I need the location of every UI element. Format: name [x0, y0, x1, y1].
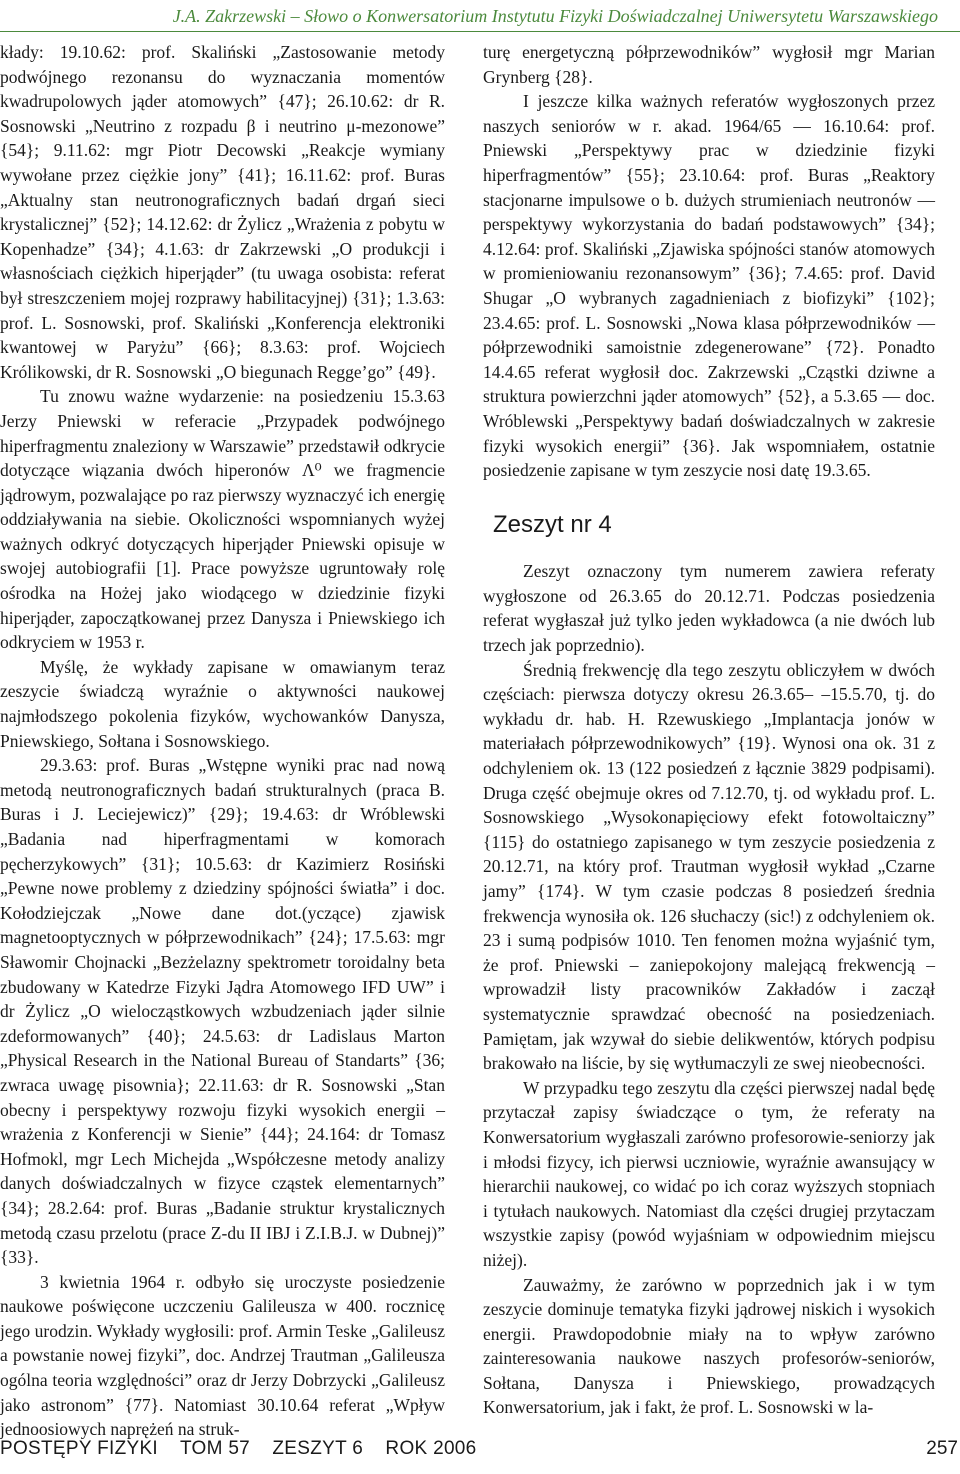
paragraph: Zeszyt oznaczony tym numerem zawiera referaty wygłoszone od 26.3.65 do 20.12.71. Podczas posiedzenia referat wygłaszał już tylko jeden wykładowca (a nie dwóch lub trzech jak poprzednio).: [483, 561, 935, 656]
left-column: [0, 40, 445, 1442]
paragraph: 3 kwietnia 1964 r. odbyło się uroczyste posiedzenie naukowe poświęcone uczczeniu Galileusza w 400. rocznicę jego urodzin. Wykłady wygłosili: prof. Armin Teske „Galileusz a powstanie nowej fizyki”, doc. Andrzej Trautman „Galileusza ogólna teoria względności” oraz dr Jerzy Dobrzycki „Galileusz jako astronom” {77}. Natomiast 30.10.64 referat „Wpływ jednoosiowych naprężeń na struk-: [0, 1271, 445, 1440]
page-number: 257: [926, 1438, 958, 1459]
right-column: [483, 40, 935, 1420]
paragraph: Myślę, że wykłady zapisane w omawianym teraz zeszycie świadczą wyraźnie o aktywności naukowej najmłodszego pokolenia fizyków, wychowanków Danysza, Pniewskiego, Sołtana i Sosnowskiego.: [0, 656, 445, 751]
paragraph: turę energetyczną półprzewodników” wygłosił mgr Marian Grynberg {28}.: [483, 42, 935, 87]
journal-info: POSTĘPY FIZYKI TOM 57 ZESZYT 6 ROK 2006: [0, 1438, 477, 1459]
paragraph: Tu znowu ważne wydarzenie: na posiedzeniu 15.3.63 Jerzy Pniewski w referacie „Przypadek podwójnego hiperfragmentu znaleziony w Warszawie” przedstawił odkrycie dotyczące wiązania dwóch hiperonów Λ⁰ we fragmencie jądrowym, pozwalające po raz pierwszy wyznaczyć ich energię oddziaływania na siebie. Okoliczności wspomnianych wyżej ważnych odkryć dotyczących hiperjąder Pniewski opisuje w swojej autobiografii [1]. Prace powyższe ugruntowały rolę ośrodka na Hożej jako wiodącego w dziedzinie fizyki hiperjąder, zapoczątkowanej przez Danysza i Pniewskiego ich odkryciem w 1953 r.: [0, 386, 445, 653]
paragraph: Zauważmy, że zarówno w poprzednich jak i w tym zeszycie dominuje tematyka fizyki jądrowej niskich i wysokich energii. Prawdopodobnie miały na to wpływ zarówno zainteresowania naukowe naszych profesorów-seniorów, Sołtana, Danysza i Pniewskiego, prowadzących Konwersatorium, jak i fakt, że prof. L. Sosnowski w la-: [483, 1274, 935, 1418]
header-rule: [0, 31, 960, 32]
paragraph: kłady: 19.10.62: prof. Skaliński „Zastosowanie metody podwójnego rezonansu do wyznaczania momentów kwadrupolowych jąder atomowych” {47}; 26.10.62: dr R. Sosnowski „Neutrino z rozpadu β i neutrino μ-mezonowe” {54}; 9.11.62: mgr Piotr Decowski „Reakcje wymiany wywołane przez ciężkie jony” {41}; 16.11.62: prof. Buras „Aktualny stan neutronograficznych badań drgań sieci krystalicznej” {52}; 14.12.62: dr Żylicz „Wrażenia z pobytu w Kopenhadze” {34}; 4.1.63: dr Zakrzewski „O produkcji i własnościach ciężkich hiperjąder” (tu uwaga osobista: referat był streszczeniem mojej rozprawy habilitacyjnej) {31}; 1.3.63: prof. L. Sosnowski, prof. Skaliński „Konferencja elektroniki kwantowej w Paryżu” {66}; 8.3.63: prof. Wojciech Królikowski, dr R. Sosnowski „O biegunach Regge’go” {49}.: [0, 42, 445, 382]
paragraph: I jeszcze kilka ważnych referatów wygłoszonych przez naszych seniorów w r. akad. 1964/65 — 16.10.64: prof. Pniewski „Perspektywy prac w dziedzinie fizyki hiperfragmentów” {55}; 23.10.64: prof. Buras „Reaktory stacjonarne impulsowe o b. dużych strumieniach neutronów — perspektywy wykorzystania do badań podstawowych” {34}; 4.12.64: prof. Skaliński „Zjawiska spójności stanów atomowych w promieniowaniu rezonansowym” {36}; 7.4.65: prof. David Shugar „O wybranych zagadnieniach z biofizyki” {102}; 23.4.65: prof. L. Sosnowski „Nowa klasa półprzewodników — półprzewodniki samoistnie zdegenerowane” {72}. Ponadto 14.4.65 referat wygłosił doc. Zakrzewski „Cząstki dziwne a struktura powierzchni jąder atomowych” {52}, a 5.3.65 — doc. Wróblewski „Perspektywy badań doświadczalnych w zakresie fizyki wysokich energii” {36}. Jak wspomniałem, ostatnie posiedzenie zapisane w tym zeszycie nosi datę 19.3.65.: [483, 91, 935, 481]
paragraph: 29.3.63: prof. Buras „Wstępne wyniki prac nad nową metodą neutronograficznych badań strukturalnych (praca B. Buras i J. Leciejewicz)” {29}; 19.4.63: dr Wróblewski „Badania nad hiperfragmentami w komorach pęcherzykowych” {31}; 10.5.63: dr Kazimierz Rosiński „Pewne nowe problemy z dziedziny spójności światła” i doc. Kołodziejczak „Nowe dane dot.(yczące) zjawisk magnetooptycznych w półprzewodnikach” {24}; 17.5.63: mgr Sławomir Chojnacki „Bezżelazny spektrometr toroidalny beta zbudowany w Katedrze Fizyki Jądra Atomowego IFD UW” i dr Żylicz „O wielocząstkowych wzbudzeniach jąder silnie zdeformowanych” {40}; 24.5.63: dr Ladislaus Marton „Physical Research in the National Bureau of Standarts” {36; zwraca uwagę pisownia}; 22.11.63: dr R. Sosnowski „Stan obecny i perspektywy rozwoju fizyki wysokich energii – wrażenia z Konferencji w Sienie” {44}; 24.164: dr Tomasz Hofmokl, mgr Lech Michejda „Współczesne metody analizy danych doświadczalnych w fizyce cząstek elementarnych” {34}; 28.2.64: prof. Buras „Badanie struktur krystalicznych metodą czasu przelotu (prace Z-du II IBJ i Z.I.B.J. w Dubnej)” {33}.: [0, 755, 445, 1268]
paragraph: Średnią frekwencję dla tego zeszytu obliczyłem w dwóch częściach: pierwsza dotyczy okresu 26.3.65– –15.5.70, tj. do wykładu dr. hab. H. Rzewuskiego „Implantacja jonów w materiałach półprzewodnikowych” {19}. Wynosi ona ok. 31 z odchyleniem ok. 13 (122 posiedzeń z łącznie 3829 podpisami). Druga część obejmuje okres od 7.12.70, tj. od wykładu prof. L. Sosnowskiego „Wysokonapięciowy efekt fotowoltaiczny” {115} do ostatniego zapisanego w tym zeszycie posiedzenia z 20.12.71, na który prof. Trautman wygłosił wykład „Czarne jamy” {174}. W tym czasie podczas 8 posiedzeń średnia frekwencja wynosiła ok. 126 słuchaczy (sic!) z odchyleniem ok. 23 i sumą podpisów 1010. Ten fenomen można wyjaśnić tym, że prof. Pniewski – zaniepokojony malejącą frekwencją – wprowadził listy pracowników Zakładów i zaczął systematycznie sprawdzać obecność na posiedzeniach. Pamiętam, jak wzywał do siebie delikwentów, których podpisu brakowało na liście, by się wytłumaczyli ze swej nieobecności.: [483, 659, 935, 1074]
running-head: J.A. Zakrzewski – Słowo o Konwersatorium Instytutu Fizyki Doświadczalnej Uniwersytetu Warszawskiego: [172, 6, 938, 26]
section-title: Zeszyt nr 4: [493, 510, 612, 538]
paragraph: W przypadku tego zeszytu dla części pierwszej nadal będę przytaczał zapisy świadczące o tym, że referaty na Konwersatorium wygłaszali zarówno profesorowie-seniorzy jak i młodsi fizycy, ich pierwsi uczniowie, wyraźnie awansujący w hierarchii naukowej, co widać po ich coraz wyższych stopniach i tytułach naukowych. Natomiast dla części drugiej przytaczam wszystkie zapisy (powód wyjaśniam w odpowiednim miejscu niżej).: [483, 1077, 935, 1270]
